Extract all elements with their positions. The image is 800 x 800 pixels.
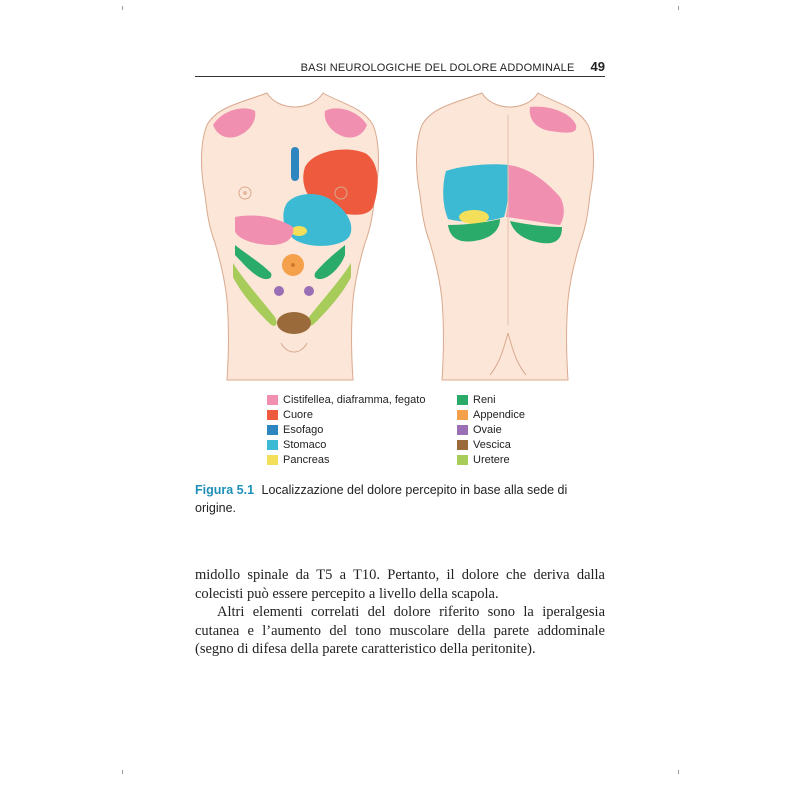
paragraph: midollo spinale da T5 a T10. Pertanto, il dolore che deriva dalla colecisti può essere percepito a livello della scapola. [195, 567, 605, 602]
figure-legend [267, 393, 567, 467]
esophagus-zone [291, 147, 299, 181]
legend-item [267, 408, 457, 422]
body-text [195, 566, 605, 659]
legend-swatch [267, 425, 278, 435]
legend-item [267, 393, 457, 407]
ovary-left-zone [274, 286, 284, 296]
legend-swatch [457, 455, 468, 465]
legend-item [267, 438, 457, 452]
left-nipple-center [243, 191, 247, 195]
legend-item [457, 423, 567, 437]
running-title: BASI NEUROLOGICHE DEL DOLORE ADDOMINALE [300, 62, 575, 74]
paragraph: Altri elementi correlati del dolore riferito sono la iperalgesia cutanea e l’aumento del tono muscolare della parete addominale (segno di difesa della parete caratteristico della peritonite). [195, 604, 605, 657]
legend-item [267, 423, 457, 437]
legend-swatch [267, 410, 278, 420]
figure-caption-text: Localizzazione del dolore percepito in base alla sede di origine. [195, 483, 568, 515]
back-torso [417, 93, 594, 380]
legend-swatch [457, 440, 468, 450]
legend-label: Cistifellea, diaframma, fegato [283, 394, 426, 406]
legend-swatch [457, 425, 468, 435]
legend-label: Cuore [283, 409, 313, 421]
page-number: 49 [590, 59, 605, 74]
legend-item [267, 453, 457, 467]
legend-item [457, 438, 567, 452]
running-header [195, 56, 605, 77]
legend-item [457, 393, 567, 407]
legend-swatch [267, 440, 278, 450]
back-body-outline [417, 93, 594, 380]
front-torso [202, 93, 379, 380]
legend-label: Stomaco [283, 439, 327, 451]
bladder-zone [277, 312, 311, 334]
legend-swatch [457, 395, 468, 405]
crop-mark [678, 6, 679, 10]
legend-swatch [267, 455, 278, 465]
pancreas-zone [291, 226, 307, 236]
legend-label: Reni [473, 394, 496, 406]
legend-label: Pancreas [283, 454, 330, 466]
legend-label: Ovaie [473, 424, 502, 436]
legend-swatch [457, 410, 468, 420]
back-pancreas-zone [459, 210, 489, 224]
crop-mark [678, 770, 679, 774]
legend-item [457, 408, 567, 422]
navel [291, 263, 295, 267]
ovary-right-zone [304, 286, 314, 296]
crop-mark [122, 6, 123, 10]
legend-label: Appendice [473, 409, 525, 421]
legend-label: Uretere [473, 454, 510, 466]
figure-label: Figura 5.1 [195, 483, 255, 497]
legend-item [457, 453, 567, 467]
crop-mark [122, 770, 123, 774]
legend-label: Esofago [283, 424, 324, 436]
legend-label: Vescica [473, 439, 511, 451]
legend-swatch [267, 395, 278, 405]
figure-caption [195, 481, 605, 517]
pain-localization-illustration [195, 85, 605, 385]
